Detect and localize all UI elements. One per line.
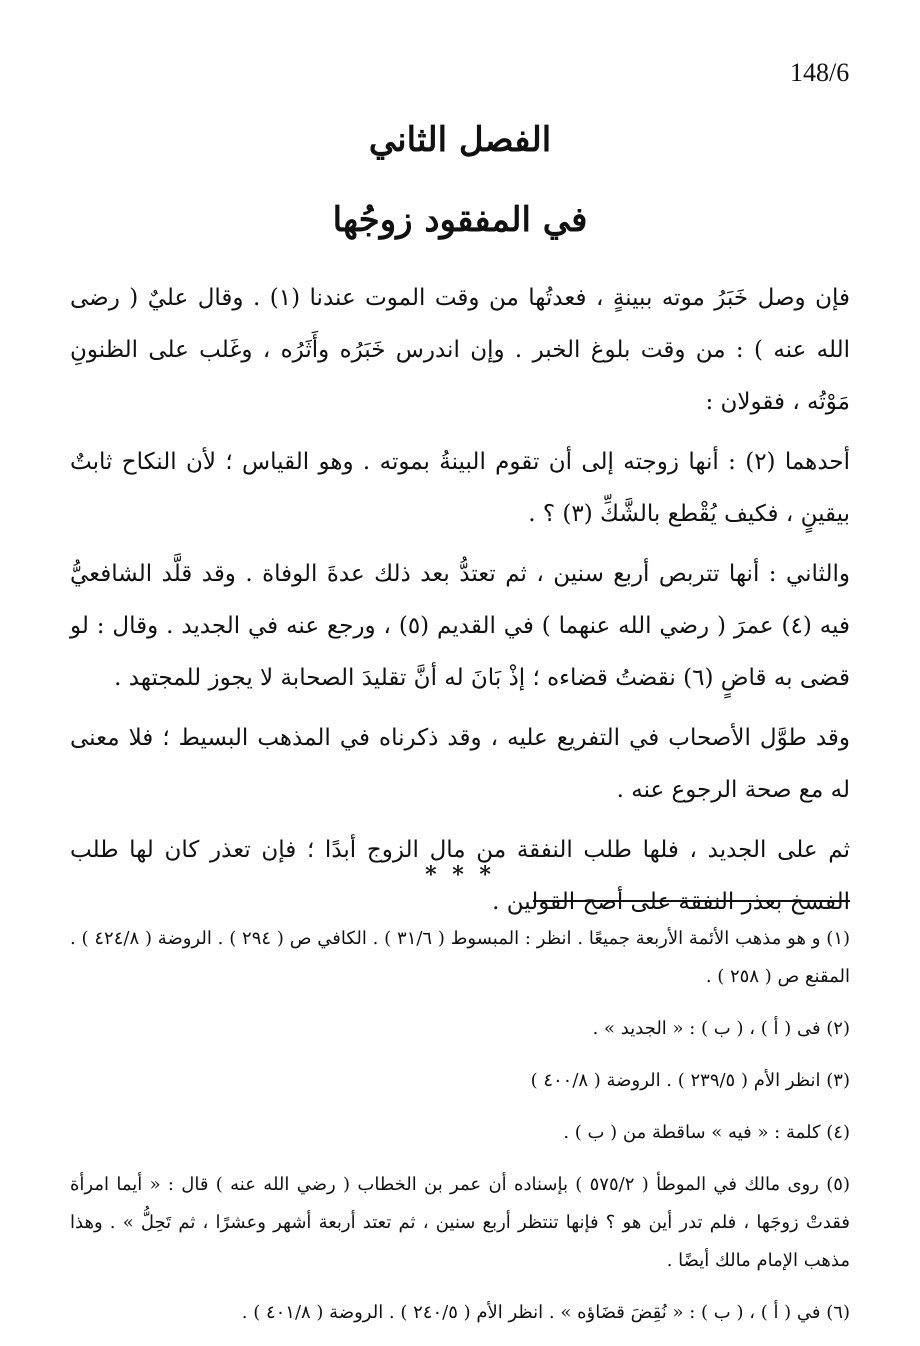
footnote: (٤) كلمة : « فيه » ساقطة من ( ب ) . [563, 1122, 850, 1143]
paragraph: والثاني : أنها تتربص أربع سنين ، ثم تعتدُّ بعد ذلك عدةَ الوفاة . وقد قلَّد الشافعيُّ فيه (٤) عمرَ ( رضي الله عنهما ) في القديم (٥) ، ورجع عنه في الجديد . وقال : لو قضى به قاضٍ (٦) نقضتُ قضاءه ؛ إذْ بَانَ له أنَّ تقليدَ الصحابة لا يجوز للمجتهد . [70, 561, 850, 691]
footnote: (٣) انظر الأم ( ٢٣٩/٥ ) . الروضة ( ٤٠٠/٨ ) [530, 1070, 850, 1091]
footnote: (٦) في ( أ ) ، ( ب ) : « نُقِضَ قضَاؤه » . انظر الأم ( ٢٤٠/٥ ) . الروضة ( ٤٠١/٨ ) . [241, 1302, 850, 1323]
footnote: (١) و هو مذهب الأئمة الأربعة جميعًا . انظر : المبسوط ( ٣١/٦ ) . الكافي ص ( ٢٩٤ ) . الروضة ( ٤٢٤/٨ ) . المقنع ص ( ٢٥٨ ) . [70, 928, 851, 987]
footnote-rule [533, 900, 850, 902]
paragraph: وقد طوَّل الأصحاب في التفريع عليه ، وقد ذكرناه في المذهب البسيط ؛ فلا معنى له مع صحة الرجوع عنه . [70, 725, 850, 803]
paragraph: ثم على الجديد ، فلها طلب النفقة من مال الزوج أبدًا ؛ فإن تعذر كان لها طلب الفسخ بعذر النفقة على أصح القولين . [70, 837, 850, 915]
footnotes [70, 920, 850, 1346]
paragraph: أحدهما (٢) : أنها زوجته إلى أن تقوم البينةُ بموته . وهو القياس ؛ لأن النكاح ثابتٌ بيقينٍ ، فكيف يُقْطع بالشَّكِّ (٣) ؟ . [70, 449, 850, 527]
chapter-subtitle: في المفقود زوجُها [332, 200, 588, 240]
main-text [70, 272, 850, 936]
section-separator: * * * [425, 862, 495, 888]
chapter-title: الفصل الثاني [368, 120, 552, 160]
footnote: (٢) فى ( أ ) ، ( ب ) : « الجديد » . [592, 1018, 850, 1039]
page-number: 148/6 [790, 58, 850, 87]
footnote: (٥) روى مالك في الموطأ ( ٥٧٥/٢ ) بإسناده أن عمر بن الخطاب ( رضي الله عنه ) قال : « أيما امرأة فقدتْ زوجَها ، فلم تدر أين هو ؟ فإنها تنتظر أربع سنين ، ثم تعتد أربعة أشهر وعشرًا ، ثم تَحِلُّ » . وهذا مذهب الإمام مالك أيضًا . [70, 1174, 850, 1271]
paragraph: فإن وصل خَبَرُ موته ببينةٍ ، فعدتُها من وقت الموت عندنا (١) . وقال عليٌ ( رضى الله عنه ) : من وقت بلوغ الخبر . وإن اندرس خَبَرُه وأَثَرُه ، وغَلب على الظنونِ مَوْتُه ، فقولان : [70, 285, 850, 415]
